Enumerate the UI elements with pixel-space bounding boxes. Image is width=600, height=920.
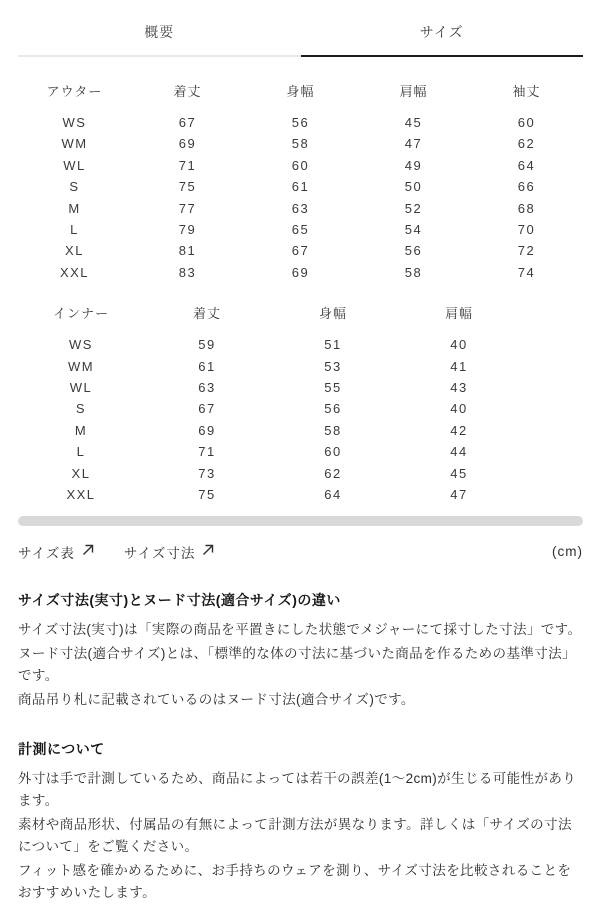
size-chart-link-label: サイズ表 (18, 545, 75, 561)
measurement-value: 45 (450, 465, 468, 481)
size-definition-section (18, 590, 583, 711)
measurement-value: 58 (291, 136, 310, 152)
measurement-value: 49 (404, 157, 423, 173)
tab-bar (18, 0, 583, 57)
measurement-value: 47 (404, 136, 423, 152)
measurement-value: 79 (178, 222, 197, 238)
measurement-value: 71 (178, 157, 197, 173)
column-header: 袖丈 (512, 84, 541, 99)
tab-size[interactable]: サイズ (301, 0, 584, 57)
measurement-value: 50 (404, 179, 423, 195)
column-header: 着丈 (173, 84, 202, 99)
column-header: 肩幅 (399, 84, 428, 99)
column-header: インナー (52, 306, 109, 322)
size-label: WS (69, 337, 93, 353)
section-paragraph: 素材や商品形状、付属品の有無によって計測方法が異なります。詳しくは「サイズの寸法について」をご覧ください。 (18, 816, 572, 854)
measurement-value: 72 (517, 243, 536, 259)
measurement-value: 56 (291, 115, 310, 130)
size-measurement-link[interactable] (124, 542, 214, 562)
measurement-value: 64 (517, 157, 536, 173)
measurement-value: 68 (517, 200, 536, 216)
measurement-value: 60 (324, 444, 342, 460)
measurement-value: 67 (178, 115, 197, 130)
measurement-value: 73 (198, 465, 216, 481)
measurement-value: 56 (324, 401, 342, 417)
size-label: L (76, 444, 86, 460)
column-header: 身幅 (286, 84, 315, 99)
size-label: WM (67, 358, 95, 374)
measurement-value: 69 (178, 136, 197, 152)
measurement-value: 74 (517, 264, 536, 280)
measurement-value: 59 (198, 337, 216, 353)
size-label: XL (71, 465, 91, 481)
size-label: WL (69, 380, 93, 396)
size-chart-link[interactable] (18, 542, 94, 562)
table-header-row (18, 301, 583, 334)
table-header-row (18, 79, 583, 112)
size-label: WL (63, 157, 86, 173)
size-label: WS (62, 115, 87, 130)
measurement-value: 61 (291, 179, 310, 195)
size-label: S (75, 401, 87, 417)
section-paragraph: サイズ寸法(実寸)は「実際の商品を平置きにした状態でメジャーにて採寸した寸法」です。 (18, 621, 582, 637)
size-label: XXL (66, 487, 96, 503)
measurement-value: 60 (517, 115, 536, 130)
measurement-value: 43 (450, 380, 468, 396)
measurement-value: 71 (198, 444, 216, 460)
table-body (18, 112, 583, 283)
measurement-value: 83 (178, 264, 197, 280)
measurement-value: 58 (404, 264, 423, 280)
size-measurement-link-label: サイズ寸法 (123, 545, 196, 561)
measurement-value: 55 (324, 380, 342, 396)
section-heading: 計測について (18, 740, 105, 757)
measurement-value: 69 (198, 422, 216, 438)
inner-size-table (18, 301, 583, 505)
unit-label: (cm) (552, 544, 583, 559)
external-link-icon (82, 544, 94, 559)
measurement-value: 45 (404, 115, 423, 130)
table-body (18, 334, 583, 505)
measurement-value: 63 (198, 380, 216, 396)
measurement-value: 75 (198, 487, 216, 503)
measurement-note-section (18, 739, 583, 904)
measurement-value: 42 (450, 422, 468, 438)
table-horizontal-scrollbar[interactable] (18, 516, 583, 526)
measurement-value: 67 (198, 401, 216, 417)
measurement-value: 47 (450, 487, 468, 503)
measurement-value: 40 (450, 337, 468, 353)
measurement-value: 44 (450, 444, 468, 460)
size-label: WM (61, 136, 88, 152)
measurement-value: 69 (291, 264, 310, 280)
size-label: M (68, 200, 81, 216)
size-label: L (70, 222, 79, 238)
section-paragraph: フィット感を確かめるために、お手持ちのウェアを測り、サイズ寸法を比較されることをおすすめいたします。 (18, 862, 572, 900)
measurement-value: 60 (291, 157, 310, 173)
size-label: XL (65, 243, 84, 259)
section-paragraph: ヌード寸法(適合サイズ)とは、「標準的な体の寸法に基づいた商品を作るための基準寸法」です。 (18, 645, 576, 683)
measurement-value: 56 (404, 243, 423, 259)
section-paragraph: 外寸は手で計測しているため、商品によっては若干の誤差(1〜2cm)が生じる可能性があります。 (18, 770, 577, 808)
measurement-value: 77 (178, 200, 197, 216)
column-header: 着丈 (192, 306, 221, 322)
measurement-value: 66 (517, 179, 536, 195)
outer-size-table (18, 79, 583, 283)
measurement-value: 62 (324, 465, 342, 481)
measurement-value: 52 (404, 200, 423, 216)
external-link-icon (202, 544, 214, 559)
section-paragraph: 商品吊り札に記載されているのはヌード寸法(適合サイズ)です。 (18, 691, 415, 707)
measurement-value: 81 (178, 243, 197, 259)
size-label: S (69, 179, 80, 195)
measurement-value: 53 (324, 358, 342, 374)
measurement-value: 40 (450, 401, 468, 417)
size-label: XXL (59, 264, 90, 280)
measurement-value: 64 (324, 487, 342, 503)
measurement-value: 61 (198, 358, 216, 374)
section-heading: サイズ寸法(実寸)とヌード寸法(適合サイズ)の違い (18, 591, 341, 608)
column-header: アウター (46, 84, 103, 99)
measurement-value: 65 (291, 222, 310, 238)
size-links-row (18, 542, 583, 562)
measurement-value: 54 (404, 222, 423, 238)
tab-overview[interactable]: 概要 (18, 0, 301, 57)
column-header: 肩幅 (444, 306, 473, 322)
measurement-value: 58 (324, 422, 342, 438)
measurement-value: 41 (450, 358, 468, 374)
measurement-value: 67 (291, 243, 310, 259)
measurement-value: 62 (517, 136, 536, 152)
size-label: M (74, 422, 88, 438)
measurement-value: 70 (517, 222, 536, 238)
measurement-value: 63 (291, 200, 310, 216)
column-header: 身幅 (318, 306, 347, 322)
measurement-value: 51 (324, 337, 342, 353)
measurement-value: 75 (178, 179, 197, 195)
